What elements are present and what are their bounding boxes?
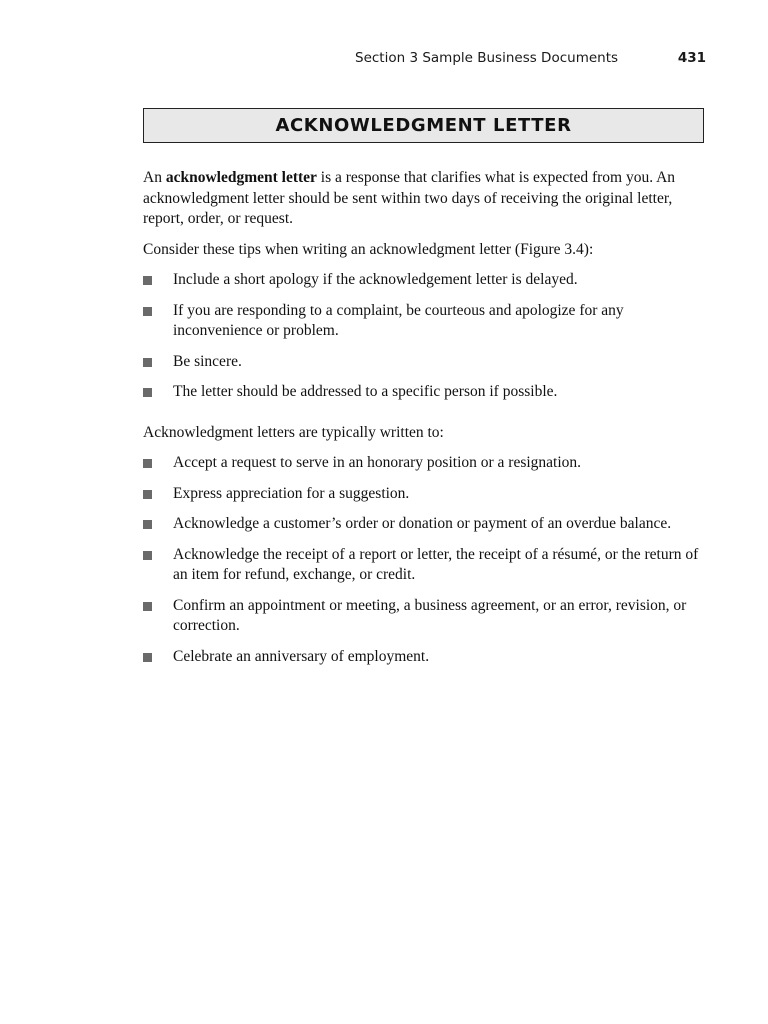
list-item-text: Celebrate an anniversary of employment. [173,647,430,665]
uses-intro: Acknowledgment letters are typically written to: [143,423,444,441]
square-bullet-icon [143,388,152,397]
square-bullet-icon [143,307,152,316]
tips-intro: Consider these tips when writing an acknowledgment letter (Figure 3.4): [143,240,594,258]
list-item-text: Be sincere. [173,352,242,370]
list-item [143,545,711,586]
list-item-text: Include a short apology if the acknowledgement letter is delayed. [173,271,578,288]
square-bullet-icon [143,490,152,499]
list-item-text: Accept a request to serve in an honorary position or a resignation. [173,454,582,471]
list-item-text: Acknowledge a customer’s order or donation or payment of an overdue balance. [173,515,672,532]
list-item [143,484,711,505]
list-item [143,453,711,474]
tips-list [143,270,711,403]
intro-term: acknowledgment letter [165,169,317,186]
list-item-text: The letter should be addressed to a specific person if possible. [173,383,558,400]
square-bullet-icon [143,276,152,285]
square-bullet-icon [143,653,152,662]
page-number: 431 [677,50,706,66]
intro-rest: is a response that clarifies what is expected from you. An acknowledgment letter should be sent within two days of receiving the original letter, report, order, or request. [143,169,676,227]
list-item-text: Express appreciation for a suggestion. [173,484,410,502]
list-item [143,382,711,403]
list-item [143,301,711,342]
section-title: Section 3 Sample Business Documents [355,50,619,66]
page-title: ACKNOWLEDGMENT LETTER [275,115,572,136]
main-content [143,168,711,677]
intro-paragraph [143,168,711,230]
title-box [143,108,704,143]
list-item [143,647,711,668]
intro-lead: An [143,169,166,186]
square-bullet-icon [143,520,152,529]
uses-list [143,453,711,667]
list-item-text: Acknowledge the receipt of a report or letter, the receipt of a résumé, or the return of an item for refund, exchange, or credit. [173,545,699,583]
square-bullet-icon [143,358,152,367]
list-item-text: Confirm an appointment or meeting, a business agreement, or an error, revision, or correction. [173,596,687,634]
square-bullet-icon [143,551,152,560]
list-item [143,514,711,535]
list-item-text: If you are responding to a complaint, be courteous and apologize for any inconvenience or problem. [173,301,624,339]
square-bullet-icon [143,459,152,468]
list-item [143,596,711,637]
list-item [143,352,711,373]
square-bullet-icon [143,602,152,611]
list-item [143,270,711,291]
